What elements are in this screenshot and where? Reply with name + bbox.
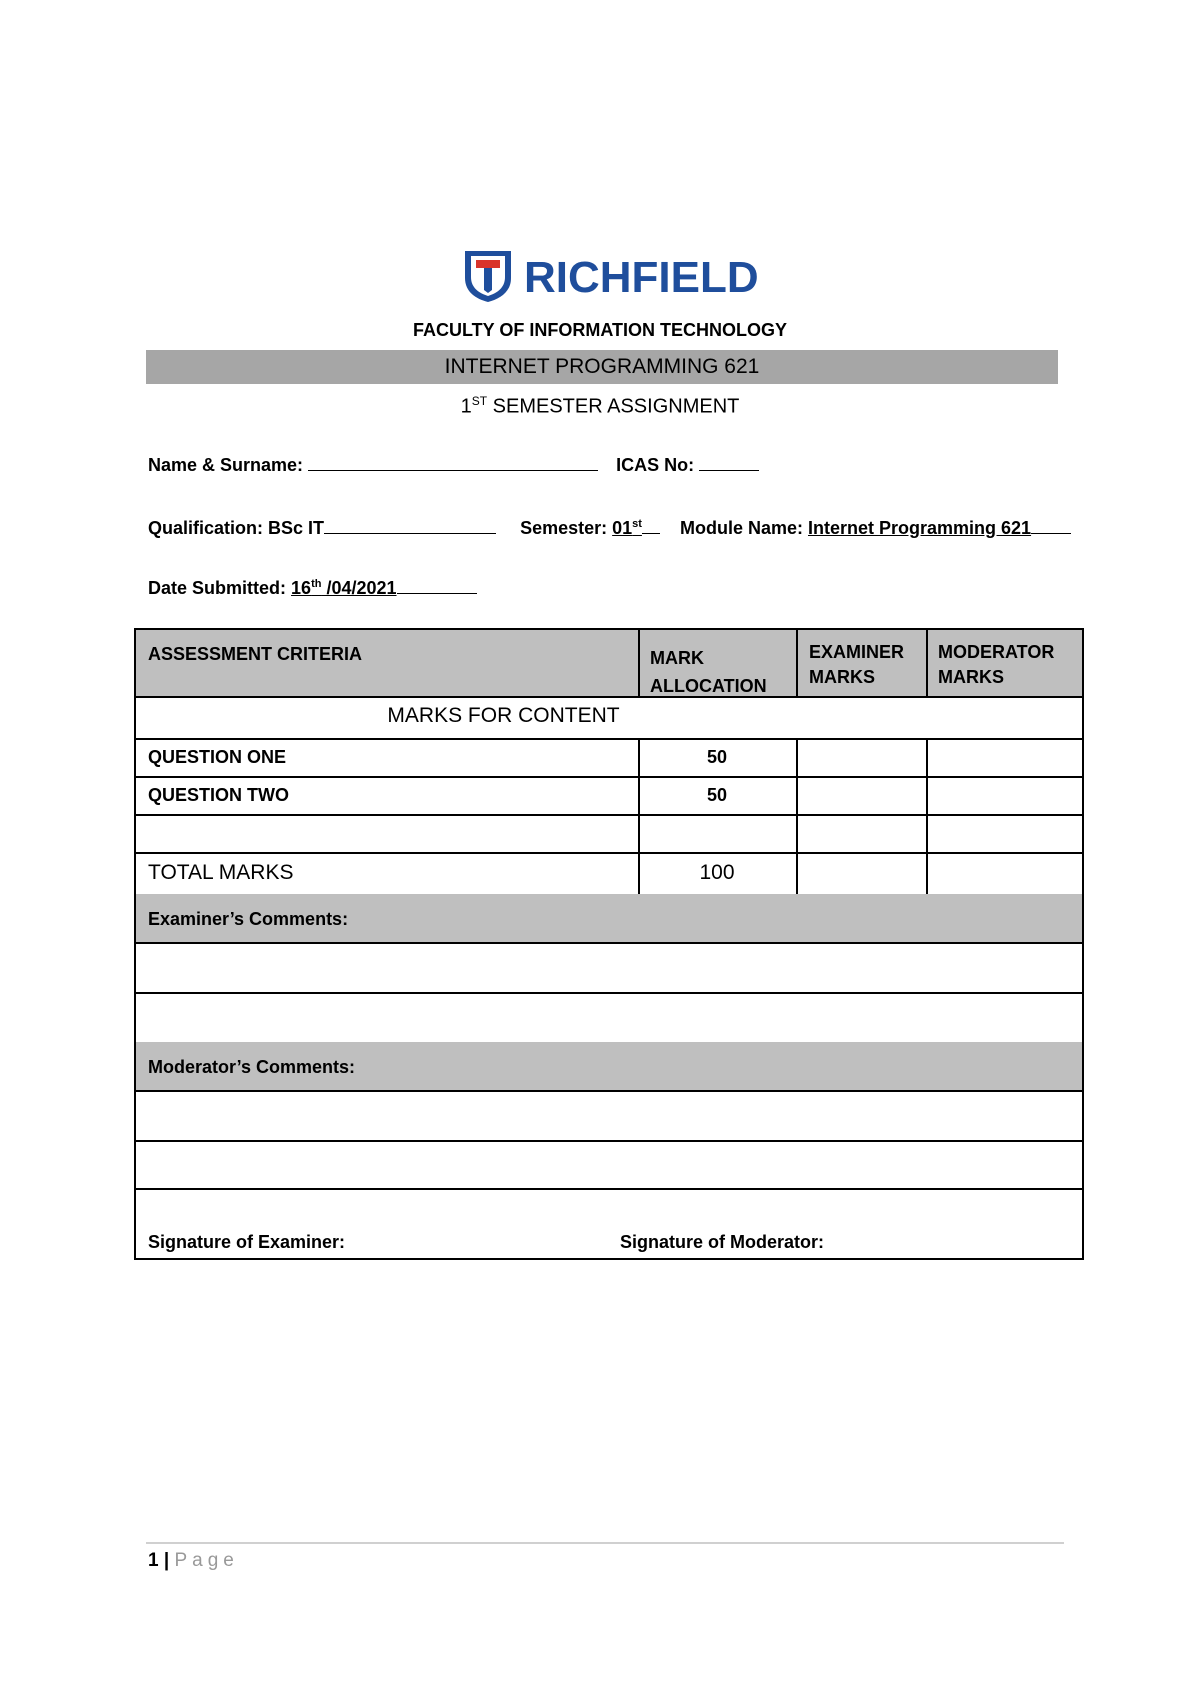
semester-title bbox=[0, 388, 1200, 420]
page-separator: | bbox=[163, 1550, 170, 1571]
semester-value: 01st bbox=[612, 518, 642, 538]
signature-moderator-label: Signature of Moderator: bbox=[620, 1232, 825, 1252]
moderator-comment-line-1[interactable] bbox=[136, 1092, 1082, 1140]
name-label: Name & Surname: bbox=[148, 455, 304, 475]
qualification-label: Qualification: BSc IT bbox=[148, 518, 325, 538]
examiner-comments-label: Examiner’s Comments: bbox=[148, 909, 349, 929]
logo-wordmark: RICHFIELD bbox=[524, 253, 759, 302]
page-footer bbox=[148, 1549, 239, 1573]
name-input-line[interactable] bbox=[308, 452, 598, 471]
module-value: Internet Programming 621 bbox=[808, 518, 1032, 538]
module-input-line[interactable] bbox=[1031, 515, 1071, 534]
header-mark-allocation: MARK ALLOCATION bbox=[650, 648, 767, 696]
examiner-comment-line-1[interactable] bbox=[136, 944, 1082, 992]
semester-suffix: ST bbox=[471, 394, 488, 408]
header-moderator-marks: MODERATOR MARKS bbox=[938, 642, 1055, 687]
semester-label: Semester: bbox=[520, 518, 608, 538]
shield-logo-icon bbox=[462, 248, 514, 304]
course-title-bar: INTERNET PROGRAMMING 621 bbox=[146, 350, 1058, 384]
qualification-input-line[interactable] bbox=[324, 515, 496, 534]
assessment-table bbox=[134, 628, 1084, 1260]
row-criteria-question-one: QUESTION ONE bbox=[148, 747, 287, 767]
row-mark-question-two: 50 bbox=[706, 785, 728, 805]
date-input-line[interactable] bbox=[397, 575, 477, 594]
date-label: Date Submitted: bbox=[148, 578, 287, 598]
semester-rest: SEMESTER ASSIGNMENT bbox=[487, 395, 740, 418]
semester-number: 1 bbox=[460, 395, 472, 418]
header-assessment-criteria: ASSESSMENT CRITERIA bbox=[148, 644, 363, 664]
examiner-comment-line-2[interactable] bbox=[136, 994, 1082, 1042]
richfield-logo bbox=[462, 248, 762, 308]
page-label: Page bbox=[174, 1550, 239, 1571]
footer-rule bbox=[146, 1542, 1064, 1544]
moderator-comments-label: Moderator’s Comments: bbox=[148, 1057, 356, 1077]
total-marks-value: 100 bbox=[699, 861, 735, 884]
header-examiner-marks: EXAMINER MARKS bbox=[809, 642, 905, 687]
semester-input-line[interactable] bbox=[642, 515, 660, 534]
module-label: Module Name: bbox=[679, 518, 803, 538]
page-number: 1 bbox=[148, 1550, 159, 1571]
moderator-comment-line-2[interactable] bbox=[136, 1142, 1082, 1190]
row-criteria-question-two: QUESTION TWO bbox=[148, 785, 289, 805]
faculty-title: FACULTY OF INFORMATION TECHNOLOGY bbox=[413, 320, 787, 340]
date-row bbox=[148, 572, 477, 600]
row-mark-question-one: 50 bbox=[706, 747, 728, 767]
total-marks-label: TOTAL MARKS bbox=[148, 861, 294, 884]
signature-examiner-label: Signature of Examiner: bbox=[148, 1232, 346, 1252]
icas-label: ICAS No: bbox=[616, 455, 695, 475]
section-marks-for-content: MARKS FOR CONTENT bbox=[387, 704, 620, 727]
name-field-row bbox=[148, 452, 759, 477]
icas-input-line[interactable] bbox=[699, 452, 759, 471]
date-value: 16th /04/2021 bbox=[291, 578, 397, 598]
qualification-row bbox=[148, 512, 1071, 540]
